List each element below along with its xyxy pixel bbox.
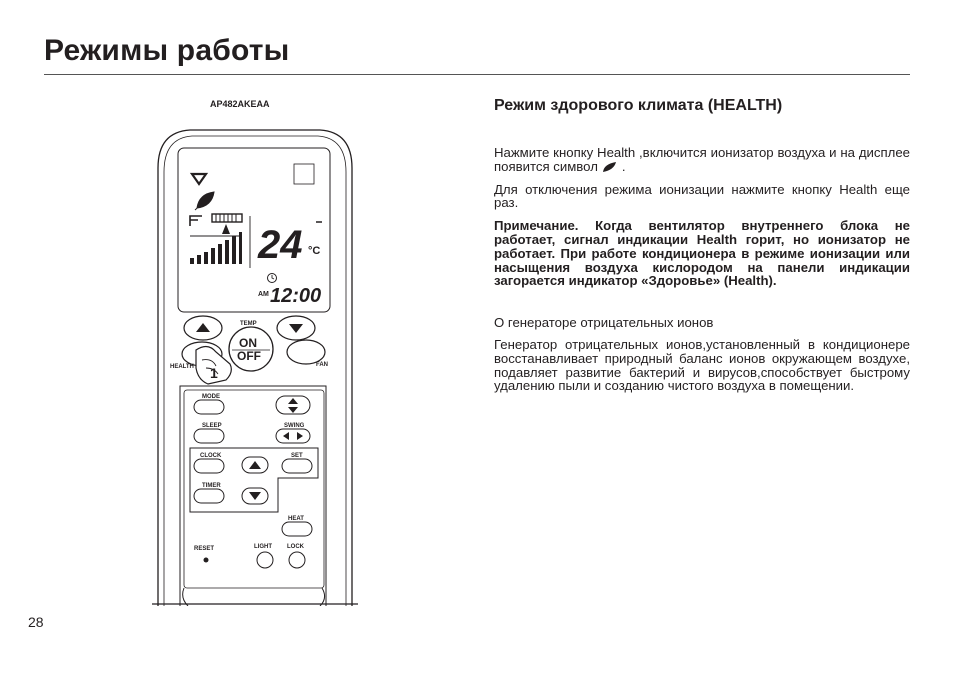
leaf-icon bbox=[195, 192, 214, 210]
lcd-temperature-unit: °C bbox=[308, 245, 321, 257]
swing-button[interactable] bbox=[276, 429, 310, 443]
sleep-label: SLEEP bbox=[202, 423, 222, 429]
fan-button[interactable] bbox=[287, 340, 325, 364]
left-right-arrows-icon bbox=[283, 432, 303, 440]
note-paragraph bbox=[494, 219, 910, 288]
timer-label: TIMER bbox=[202, 483, 221, 489]
note-text: Когда вентилятор внутреннего блока не работает, сигнал индикации Health горит, но ионизатор не работает. При работе кондиционера в режиме ионизации или насыщения воздуха кислородом на панели индикации загорается индикатор «Здоровье» (Health). bbox=[494, 218, 910, 289]
health-leaf-icon bbox=[601, 161, 619, 173]
section-heading: Режим здорового климата (HEALTH) bbox=[494, 97, 783, 114]
time-up-arrow-icon bbox=[249, 461, 261, 469]
ion-generator-subheading: О генераторе отрицательных ионов bbox=[494, 315, 714, 331]
ion-generator-paragraph: Генератор отрицательных ионов,установленный в кондиционере восстанавливает природный баланс ионов окружающем воздухе, подавляет развитие бактерий и вирусов,способствует быстрому удалению пыли и созданию чистого воздуха в помещении. bbox=[494, 336, 910, 394]
swing-label: SWING bbox=[284, 423, 305, 429]
lcd-temperature: 24 bbox=[258, 223, 303, 267]
updown-arrows-icon bbox=[288, 398, 298, 413]
fan-label: FAN bbox=[316, 362, 328, 368]
remote-drawing bbox=[150, 128, 360, 606]
remote-model-label: AP482AKEAA bbox=[210, 99, 270, 109]
lower-hinges bbox=[183, 588, 325, 606]
lcd-corner-box bbox=[294, 164, 314, 184]
fan-speed-arrow-icon bbox=[222, 224, 230, 234]
on-label: ON bbox=[239, 336, 257, 350]
off-label: OFF bbox=[237, 349, 261, 363]
step-callout: 1 bbox=[210, 365, 218, 381]
set-label: SET bbox=[291, 453, 303, 459]
reset-button[interactable] bbox=[204, 558, 209, 563]
health-instruction-paragraph: Нажмите кнопку Health ,включится ионизатор воздуха и на дисплее появится символ . bbox=[494, 145, 910, 174]
light-label: LIGHT bbox=[254, 544, 272, 550]
reset-label: RESET bbox=[194, 546, 215, 552]
clock-label: CLOCK bbox=[200, 453, 222, 459]
mode-label: MODE bbox=[202, 394, 220, 400]
set-button[interactable] bbox=[282, 459, 312, 473]
sleep-button[interactable] bbox=[194, 429, 224, 443]
timer-button[interactable] bbox=[194, 489, 224, 503]
lcd-time: 12:00 bbox=[270, 285, 322, 307]
lock-button[interactable] bbox=[289, 552, 305, 568]
temp-label: TEMP bbox=[240, 321, 257, 327]
health-label: HEALTH bbox=[170, 364, 194, 370]
fan-speed-bars bbox=[190, 232, 242, 264]
remote-control-illustration bbox=[150, 128, 360, 606]
title-divider bbox=[44, 74, 910, 75]
swing-ticks bbox=[216, 214, 236, 222]
health-off-paragraph: Для отключения режима ионизации нажмите кнопку Health еще раз. bbox=[494, 181, 910, 211]
lock-label: LOCK bbox=[287, 544, 304, 550]
mode-bracket-icon bbox=[190, 216, 202, 226]
arrow-up-icon bbox=[196, 323, 210, 332]
triangle-down-icon bbox=[192, 174, 206, 184]
page-number: 28 bbox=[28, 614, 44, 630]
health-mode-section bbox=[494, 96, 910, 402]
clock-button[interactable] bbox=[194, 459, 224, 473]
note-label: Примечание. bbox=[494, 218, 579, 234]
time-down-arrow-icon bbox=[249, 492, 261, 500]
arrow-down-icon bbox=[289, 324, 303, 333]
lcd-am-label: AM bbox=[258, 291, 269, 298]
heat-label: HEAT bbox=[288, 516, 304, 522]
light-button[interactable] bbox=[257, 552, 273, 568]
page-title: Режимы работы bbox=[44, 34, 290, 67]
mode-button[interactable] bbox=[194, 400, 224, 414]
heat-button[interactable] bbox=[282, 522, 312, 536]
